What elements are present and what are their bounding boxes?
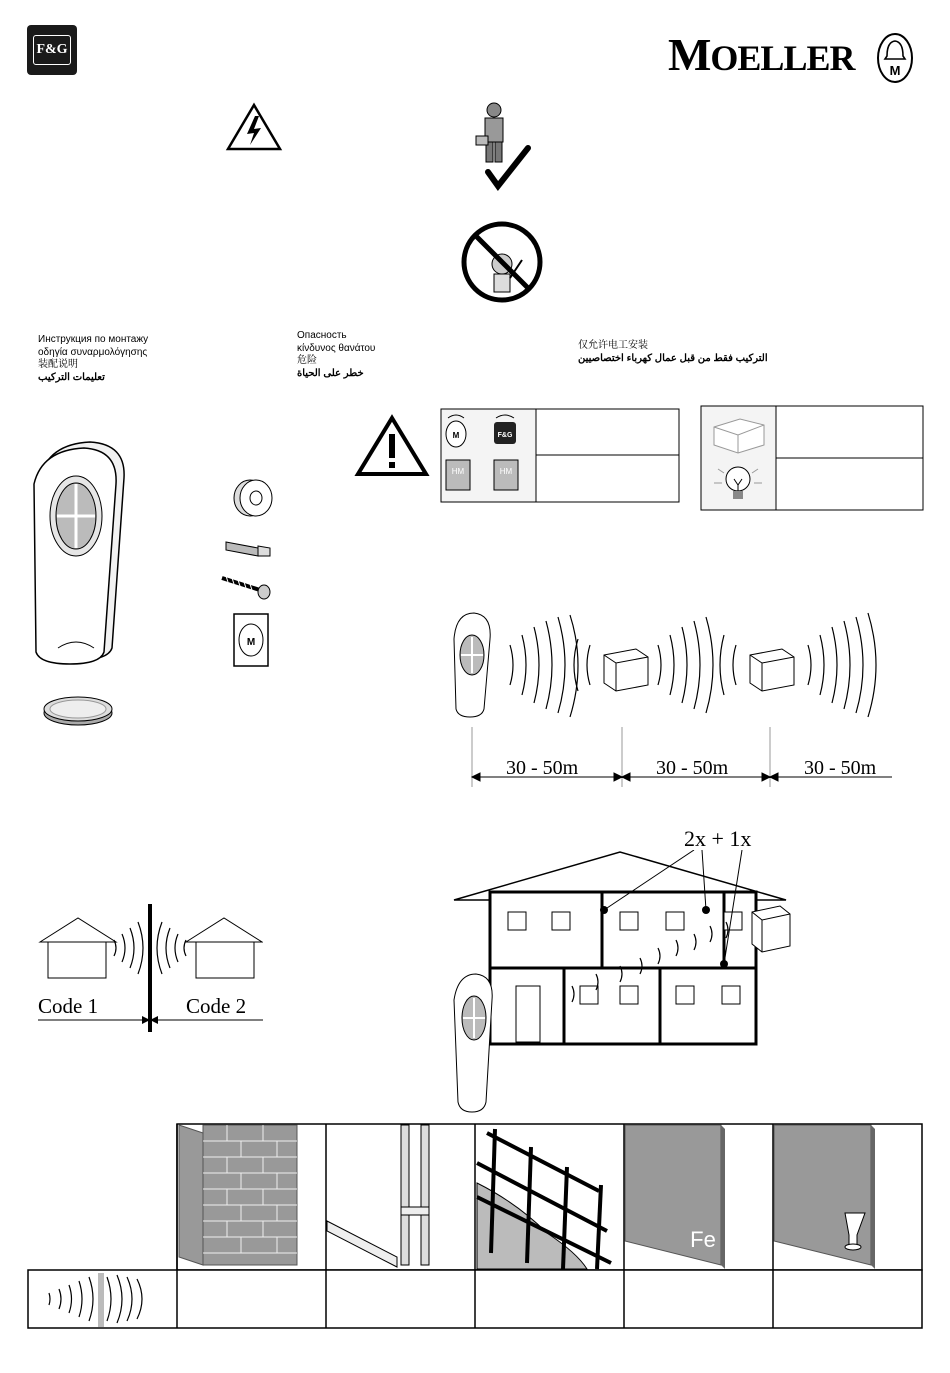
screw-icon (218, 570, 276, 600)
fg-logo: F&G (27, 25, 77, 75)
actuator-count-label: 2x + 1x (684, 826, 752, 851)
compatibility-table (440, 408, 680, 503)
caution-icon (354, 414, 430, 478)
svg-text:M: M (889, 63, 901, 78)
battery-icon (40, 692, 116, 728)
svg-text:HM: HM (451, 467, 465, 476)
remote-control-illustration (28, 438, 132, 666)
materials-table (27, 1123, 924, 1331)
installer-text: 仅允许电工安装 التركيب فقط من قبل عمال كهرباء اختصاصيين (578, 340, 768, 364)
distance-label-1: 30 - 50m (506, 757, 579, 779)
svg-text:M: M (246, 637, 256, 648)
spacer-ring-icon (228, 476, 276, 520)
box-light-table (700, 405, 924, 511)
moeller-logo: MOELLER (668, 29, 855, 80)
svg-text:Fe: Fe (690, 1227, 716, 1252)
danger-text: Опасность κίνδυνος θανάτου 危险 خطر على الحياة (297, 330, 376, 379)
wall-plug-icon (222, 532, 274, 560)
distance-label-2: 30 - 50m (656, 757, 729, 779)
code-1-label: Code 1 (38, 994, 99, 1018)
electrician-approved-icon (470, 98, 534, 194)
instructions-text: Инструкция по монтажу οδηγία συναρμολόγησης 装配说明 تعليمات التركيب (38, 334, 149, 383)
svg-text:M: M (452, 431, 460, 440)
mounting-plate-icon (232, 612, 270, 668)
code-2-label: Code 2 (186, 994, 247, 1018)
svg-text:F&G: F&G (497, 432, 513, 439)
building-diagram (440, 850, 820, 1115)
distance-label-3: 30 - 50m (804, 757, 877, 779)
bell-icon (876, 32, 914, 84)
unqualified-prohibited-icon (460, 220, 544, 304)
svg-text:HM: HM (499, 467, 513, 476)
high-voltage-icon (225, 102, 283, 152)
brick-wall-icon (179, 1125, 297, 1265)
